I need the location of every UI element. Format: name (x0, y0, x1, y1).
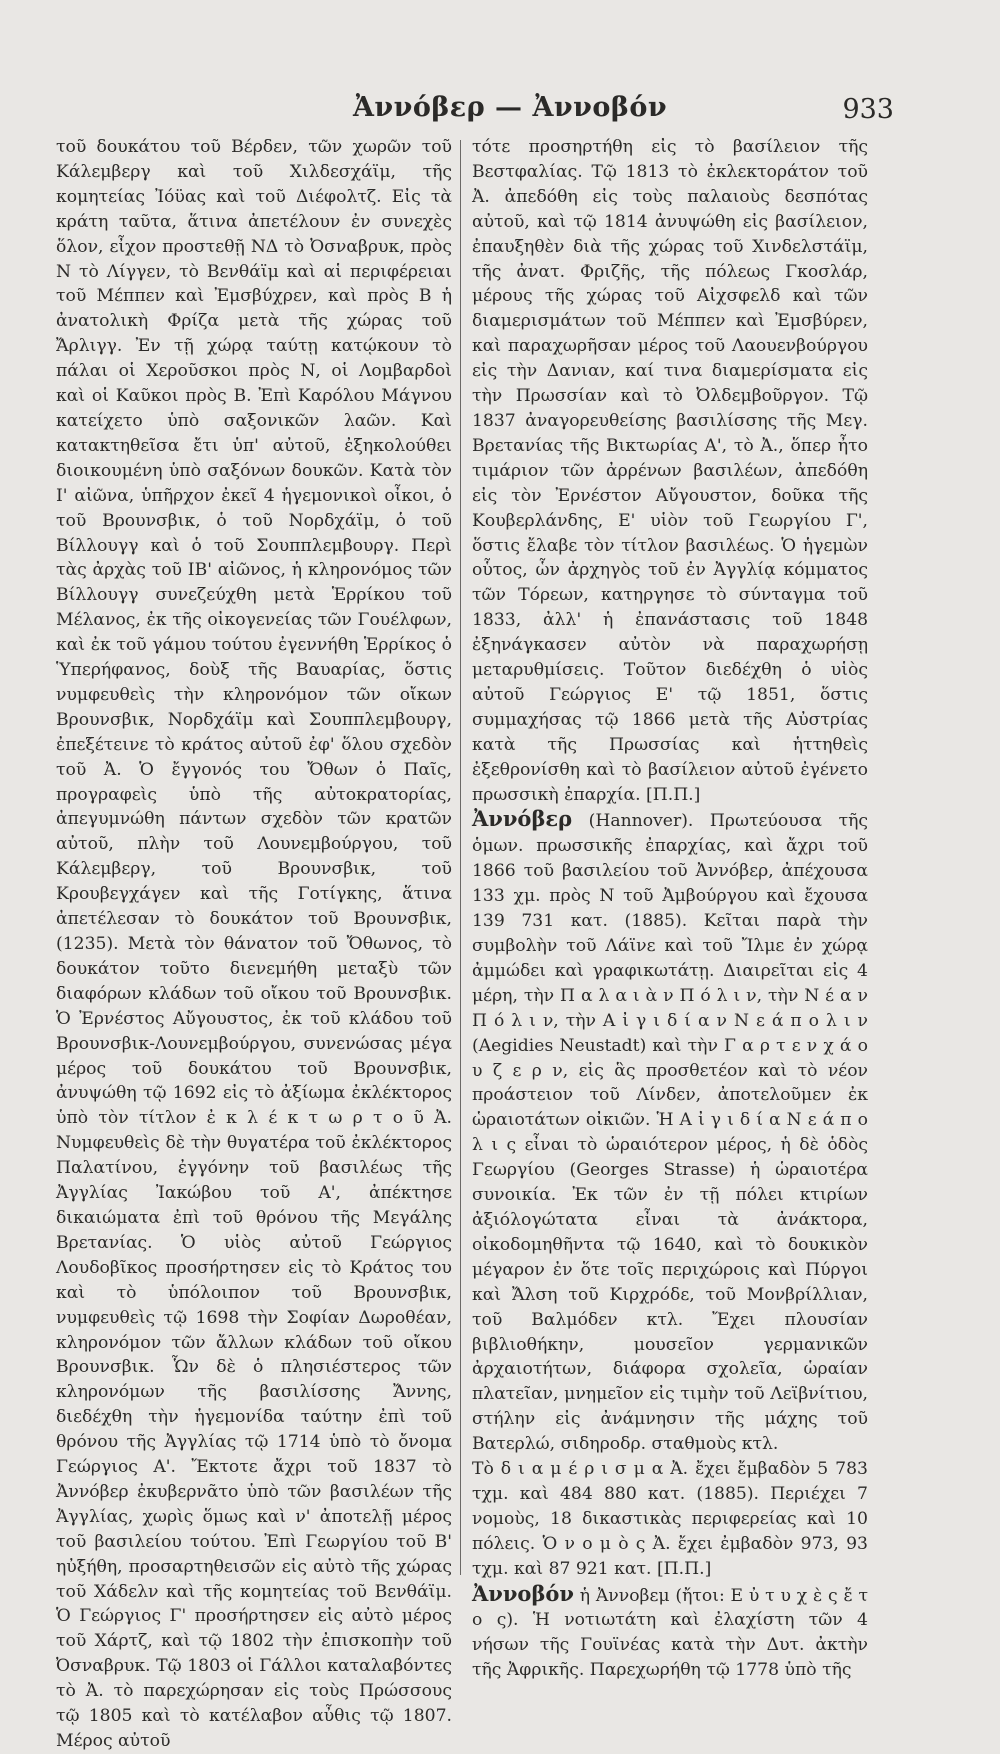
entry-hannover (472, 807, 868, 1457)
entry-hannover-head: Ἀννόβερ (472, 806, 573, 832)
left-column (56, 135, 452, 1754)
page-header (0, 92, 1000, 132)
right-column-text-1: τότε προσηρτήθη εἰς τὸ βασίλειον τῆς Βεστφαλίας. Τῷ 1813 τὸ ἐκλεκτοράτον τοῦ Ἀ. ἀπεδόθη εἰς τοὺς παλαιοὺς δεσπότας αὐτοῦ, καὶ τῷ 1814 ἀνυψώθη εἰς βασίλειον, ἐπαυξηθὲν διὰ τῆς χώρας τοῦ Χινδελστάϊμ, τῆς ἀνατ. Φριζῆς, τῆς πόλεως Γκοσλάρ, μέρους τῆς χώρας τοῦ Αἰχσφελδ καὶ τῶν διαμερισμάτων τοῦ Μέππεν καὶ Ἐμσβύρεν, καὶ παραχωρῆσαν μέρος τοῦ Λαουενβούργου εἰς τὴν Δανιαν, καί τινα διαμερίσματα εἰς τὴν Πρωσσίαν καὶ τὸ Ὀλδεμβοῦργον. Τῷ 1837 ἀναγορευθείσης βασιλίσσης τῆς Μεγ. Βρετανίας τῆς Βικτωρίας Α', τὸ Ἀ., ὅπερ ἦτο τιμάριον τῶν ἀρρένων βασιλέων, ἀπεδόθη εἰς τὸν Ἐρνέστον Αὔγουστον, δοῦκα τῆς Κουβερλάνδης, Ε' υἱὸν τοῦ Γεωργίου Γ', ὅστις ἔλαβε τὸν τίτλον βασιλέως. Ὁ ἡγεμὼν οὗτος, ὧν ἀρχηγὸς τοῦ ἐν Ἀγγλίᾳ κόμματος τῶν Τόρεων, κατηργησε τὸ σύνταγμα τοῦ 1833, ἀλλ' ἡ ἐπανάστασις τοῦ 1848 ἐξηνάγκασεν αὐτὸν νὰ παραχωρήσῃ μεταρυθμίσεις. Τοῦτον διεδέχθη ὁ υἱὸς αὐτοῦ Γεώργιος Ε' τῷ 1851, ὅστις συμμαχήσας τῷ 1866 μετὰ τῆς Αὐστρίας κατὰ τῆς Πρωσσίας καὶ ἡττηθεὶς ἐξεθρονίσθη καὶ τὸ βασίλειον αὐτοῦ ἐγένετο πρωσσικὴ ἐπαρχία. [Π.Π.] (472, 137, 868, 805)
entry-annobon (472, 1582, 868, 1684)
right-column (472, 135, 868, 1683)
left-column-text: τοῦ δουκάτου τοῦ Βέρδεν, τῶν χωρῶν τοῦ Κάλεμβεργ καὶ τοῦ Χιλδεσχάϊμ, τῆς κομητείας Ἰόϋας καὶ τοῦ Διέφολτζ. Εἰς τὰ κράτη ταῦτα, ἅτινα ἀπετέλουν ἐν συνεχὲς ὅλον, εἶχον προστεθῇ ΝΔ τὸ Ὀσναβρυκ, πρὸς Ν τὸ Λίγγεν, τὸ Βενθάϊμ καὶ αἱ περιφέρειαι τοῦ Μέππεν καὶ Ἐμσβύχρεν, καὶ πρὸς Β ἡ ἀνατολικὴ Φρίζα μετὰ τῆς χώρας τοῦ Ἄρλιγγ. Ἐν τῇ χώρᾳ ταύτῃ κατῴκουν τὸ πάλαι οἱ Χεροῦσκοι πρὸς Ν, οἱ Λομβαρδοὶ καὶ οἱ Καῦκοι πρὸς Β. Ἐπὶ Καρόλου Μάγνου κατείχετο ὑπὸ σαξονικῶν λαῶν. Καὶ κατακτηθεῖσα ἔτι ὑπ' αὐτοῦ, ἐξηκολούθει διοικουμένη ὑπὸ σαξόνων δουκῶν. Κατὰ τὸν Ι' αἰῶνα, ὑπῆρχον ἐκεῖ 4 ἡγεμονικοὶ οἶκοι, ὁ τοῦ Βρουνσβικ, ὁ τοῦ Νορδχάϊμ, ὁ τοῦ Βίλλουγγ καὶ ὁ τοῦ Σουππλεμβουργ. Περὶ τὰς ἀρχὰς τοῦ ΙΒ' αἰῶνος, ἡ κληρονόμος τῶν Βίλλουγγ συνεζεύχθη μετὰ Ἑρρίκου τοῦ Μέλανος, ἐκ τῆς οἰκογενείας τῶν Γουέλφων, καὶ ἐκ τοῦ γάμου τούτου ἐγεννήθη Ἑρρίκος ὁ Ὑπερήφανος, δοὺξ τῆς Βαυαρίας, ὅστις νυμφευθεὶς τὴν κληρονόμον τῶν οἴκων Βρουνσβικ, Νορδχάϊμ καὶ Σουππλεμβουργ, ἐπεξέτεινε τὸ κράτος αὐτοῦ ἐφ' ὅλου σχεδὸν τοῦ Ἀ. Ὁ ἔγγονός του Ὄθων ὁ Παῖς, προγραφεὶς ὑπὸ τῆς αὐτοκρατορίας, ἀπεγυμνώθη πάντων σχεδὸν τῶν κρατῶν αὐτοῦ, πλὴν τοῦ Λουνεμβούργου, τοῦ Κάλεμβεργ, τοῦ Βρουνσβικ, τοῦ Κρουβεγχάγεν καὶ τῆς Γοτίγκης, ἅτινα ἀπετέλεσαν τὸ δουκάτον τοῦ Βρουνσβικ, (1235). Μετὰ τὸν θάνατον τοῦ Ὄθωνος, τὸ δουκάτον τοῦτο διενεμήθη μεταξὺ τῶν διαφόρων κλάδων τοῦ οἴκου τοῦ Βρουνσβικ. Ὁ Ἐρνέστος Αὔγουστος, ἐκ τοῦ κλάδου τοῦ Βρουνσβικ-Λουνεμβούργου, συνενώσας μέγα μέρος τοῦ δουκάτου τοῦ Βρουνσβικ, ἀνυψώθη τῷ 1692 εἰς τὸ ἀξίωμα ἐκλέκτορος ὑπὸ τὸν τίτλον ἐ κ λ έ κ τ ω ρ τ ο ῦ Ἀ. Νυμφευθεὶς δὲ τὴν θυγατέρα τοῦ ἐκλέκτορος Παλατίνου, ἐγγόνην τοῦ βασιλέως τῆς Ἀγγλίας Ἰακώβου τοῦ Α', ἀπέκτησε δικαιώματα ἐπὶ τοῦ θρόνου τῆς Μεγάλης Βρετανίας. Ὁ υἱὸς αὐτοῦ Γεώργιος Λουδοβῖκος προσήρτησεν εἰς τὸ Κράτος του καὶ τὸ ὑπόλοιπον τοῦ Βρουνσβικ, νυμφευθεὶς τῷ 1698 τὴν Σοφίαν Δωροθέαν, κληρονόμον τῶν ἄλλων κλάδων τοῦ οἴκου Βρουνσβικ. Ὧν δὲ ὁ πλησιέστερος τῶν κληρονόμων τῆς βασιλίσσης Ἄννης, διεδέχθη τὴν ἡγεμονίδα ταύτην ἐπὶ τοῦ θρόνου τῆς Ἀγγλίας τῷ 1714 ὑπὸ τὸ ὄνομα Γεώργιος Α'. Ἔκτοτε ἄχρι τοῦ 1837 τὸ Ἀννόβερ ἐκυβερνᾶτο ὑπὸ τῶν βασιλέων τῆς Ἀγγλίας, χωρὶς ὅμως καὶ ν' ἀποτελῇ μέρος τοῦ βασιλείου τούτου. Ἐπὶ Γεωργίου τοῦ Β' ηὐξήθη, προσαρτηθεισῶν εἰς αὐτὸ τῆς χώρας τοῦ Χάδελν καὶ τῆς κομητείας τοῦ Βενθάϊμ. Ὁ Γεώργιος Γ' προσήρτησεν εἰς αὐτὸ μέρος τοῦ Χάρτζ, καὶ τῷ 1802 τὴν ἐπισκοπὴν τοῦ Ὀσναβρυκ. Τῷ 1803 οἱ Γάλλοι καταλαβόντες τὸ Ἀ. τὸ παρεχώρησαν εἰς τοὺς Πρώσσους τῷ 1805 καὶ τὸ κατέλαβον αὖθις τῷ 1807. Μέρος αὐτοῦ (56, 137, 452, 1751)
page-number: 933 (842, 94, 894, 125)
column-divider (460, 140, 461, 1575)
running-title: Ἀννόβερ — Ἀννοβόν (352, 92, 668, 123)
right-column-text-2: Τὸ δ ι α μ έ ρ ι σ μ α Ἀ. ἔχει ἔμβαδὸν 5 783 τχμ. καὶ 484 880 κατ. (1885). Περιέχει 7 νομοὺς, 18 δικαστικὰς περιφερείας καὶ 10 πόλεις. Ὁ ν ο μ ὸ ς Ἀ. ἔχει ἐμβαδὸν 973, 93 τχμ. καὶ 87 921 κατ. [Π.Π.] (472, 1459, 868, 1579)
entry-annobon-head: Ἀννοβόν (472, 1580, 574, 1606)
entry-hannover-text: (Hannover). Πρωτεύουσα τῆς ὁμων. πρωσσικῆς ἐπαρχίας, καὶ ἄχρι τοῦ 1866 τοῦ βασιλείου τοῦ Ἀννόβερ, ἀπέχουσα 133 χμ. πρὸς Ν τοῦ Ἀμβούργου καὶ ἔχουσα 139 731 κατ. (1885). Κεῖται παρὰ τὴν συμβολὴν τοῦ Λάϊνε καὶ τοῦ Ἴλμε ἐν χώρᾳ ἀμμώδει καὶ γραφικωτάτῃ. Διαιρεῖται εἰς 4 μέρη, τὴν Π α λ α ι ὰ ν Π ό λ ι ν, τὴν Ν έ α ν Π ό λ ι ν, τὴν Α ἰ γ ι δ ί α ν Ν ε ά π ο λ ι ν (Aegidies Neustadt) καὶ τὴν Γ α ρ τ ε ν χ ά ο υ ζ ε ρ ν, εἰς ἃς προσθετέον καὶ τὸ νέον προάστειον τοῦ Λίνδεν, ἀποτελοῦμεν ἐκ ὡραιοτάτων οἰκιῶν. Ἡ Α ἰ γ ι δ ί α Ν ε ά π ο λ ι ς εἶναι τὸ ὡραιότερον μέρος, ἡ δὲ ὁδὸς Γεωργίου (Georges Strasse) ἡ ὡραιοτέρα συνοικία. Ἐκ τῶν ἐν τῇ πόλει κτιρίων ἀξιόλογώτατα εἶναι τὰ ἀνάκτορα, οἰκοδομηθῆντα τῷ 1640, καὶ τὸ δουκικὸν μέγαρον ἐν ὅτε τοῖς περιχώροις καὶ Πύργοι καὶ Ἄλση τοῦ Κιρχρόδε, τοῦ Μονβρίλλιαν, τοῦ Βαλμόδεν κτλ. Ἔχει πλουσίαν βιβλιοθήκην, μουσεῖον γερμανικῶν ἀρχαιοτήτων, διάφορα σχολεῖα, ὡραίαν πλατεῖαν, μνημεῖον εἰς τιμὴν τοῦ Λεϊβνίτιου, στήλην εἰς ἀνάμνησιν τῆς μάχης τοῦ Βατερλώ, σιδηροδρ. σταθμοὺς κτλ. (472, 811, 868, 1455)
entry-annobon-text: ἡ Ἀννοβεμ (ἤτοι: Ε ὐ τ υ χ ὲ ς ἔ τ ο ς). Ἡ νοτιωτάτη καὶ ἐλαχίστη τῶν 4 νήσων τῆς Γουϊνέας κατὰ τὴν Δυτ. ἀκτὴν τῆς Ἀφρικῆς. Παρεχωρήθη τῷ 1778 ὑπὸ τῆς (472, 1585, 868, 1681)
